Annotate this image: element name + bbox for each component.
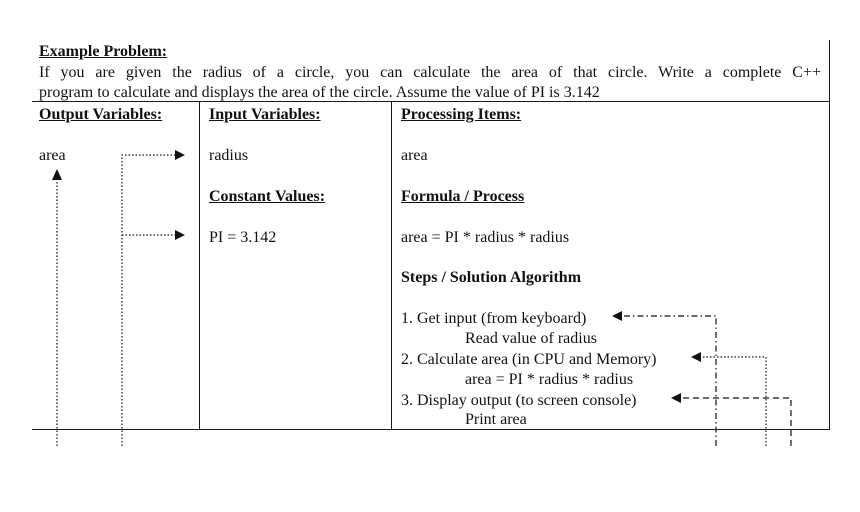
step-3-detail: Print area (465, 411, 527, 428)
problem-text-line-1: If you are given the radius of a circle, you can calculate the area of that circle. Write a complete C++ (39, 64, 821, 81)
step-1-label: 1. Get input (from keyboard) (401, 310, 587, 327)
processing-item-area: area (401, 147, 428, 164)
step-2-label: 2. Calculate area (in CPU and Memory) (401, 351, 657, 368)
problem-text-line-2: program to calculate and displays the area of the circle. Assume the value of PI is 3.142 (39, 84, 600, 101)
step-3-label: 3. Display output (to screen console) (401, 392, 637, 409)
arrow-constant (122, 230, 185, 240)
input-variable-radius: radius (209, 147, 249, 164)
step-1-detail: Read value of radius (465, 330, 597, 347)
problem-heading: Example Problem: (39, 43, 168, 60)
steps-header: Steps / Solution Algorithm (401, 269, 582, 286)
step-2-detail: area = PI * radius * radius (465, 371, 634, 388)
arrow-step-2 (691, 352, 766, 446)
processing-items-header: Processing Items: (401, 106, 522, 123)
input-variables-header: Input Variables: (209, 106, 321, 123)
output-variable-area: area (39, 147, 66, 164)
formula-text: area = PI * radius * radius (401, 229, 570, 246)
constant-pi: PI = 3.142 (209, 229, 277, 246)
constant-values-header: Constant Values: (209, 188, 326, 205)
arrow-input-to-output (122, 150, 185, 446)
arrow-step-1 (612, 311, 716, 446)
arrow-step-3 (671, 393, 791, 446)
arrow-up-to-output-area (52, 169, 62, 446)
output-variables-header: Output Variables: (39, 106, 163, 123)
formula-process-header: Formula / Process (401, 188, 525, 205)
